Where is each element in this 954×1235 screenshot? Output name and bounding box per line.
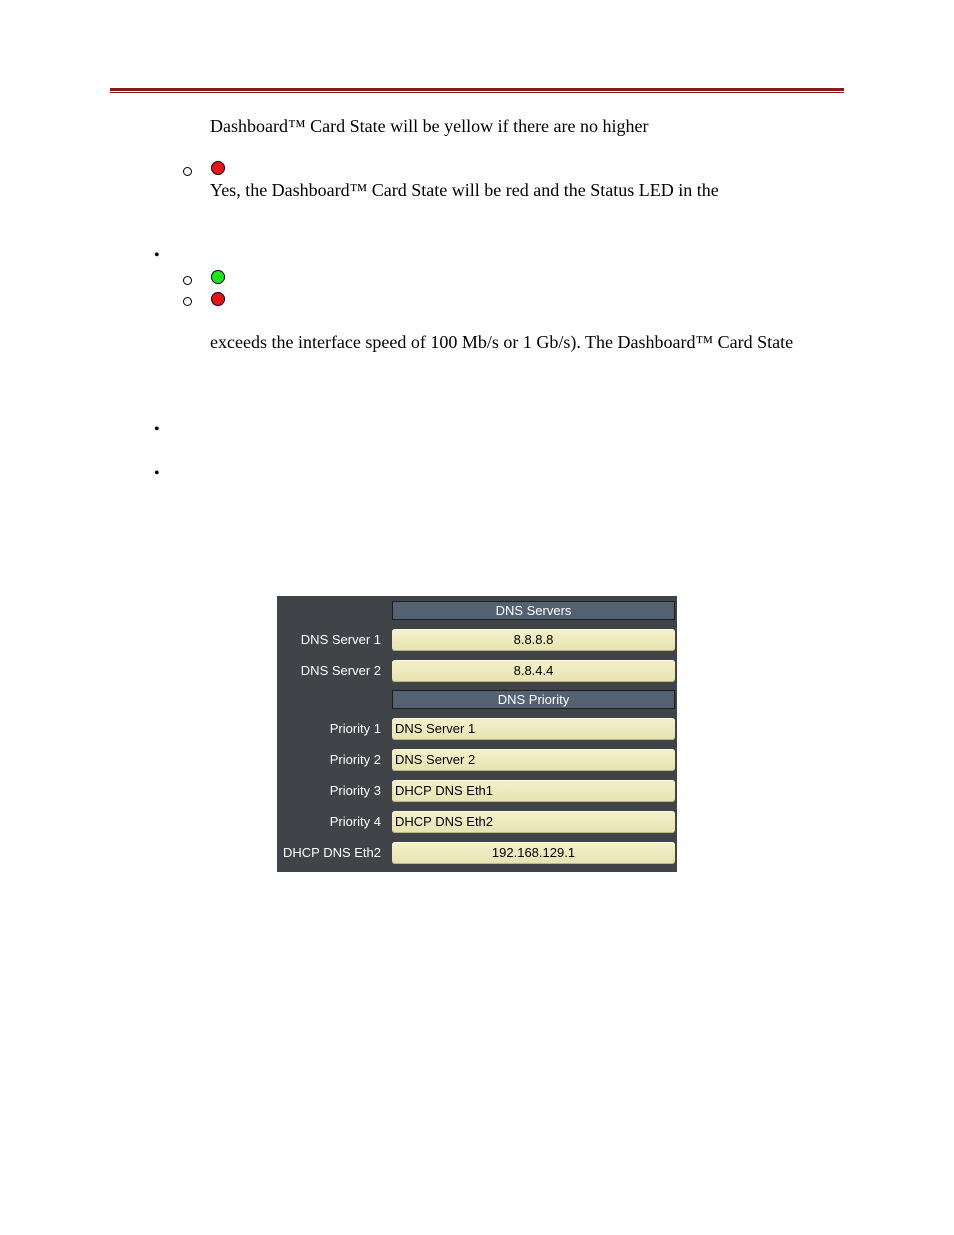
green-led-icon	[211, 270, 225, 284]
sub-bullet-icon	[183, 276, 192, 285]
priority-1-label: Priority 1	[329, 721, 381, 736]
priority-3-label: Priority 3	[329, 783, 381, 798]
sub-bullet-icon	[183, 297, 192, 306]
bullet-icon: •	[154, 465, 160, 482]
priority-4-label: Priority 4	[329, 814, 381, 829]
priority-1-select[interactable]: DNS Server 1	[392, 718, 675, 740]
header-rule-thin	[110, 92, 844, 93]
priority-2-select[interactable]: DNS Server 2	[392, 749, 675, 771]
header-rule	[110, 88, 844, 91]
dns-server-1-input[interactable]: 8.8.8.8	[392, 629, 675, 651]
dns-priority-header: DNS Priority	[392, 690, 675, 709]
dhcp-dns-eth2-value: 192.168.129.1	[392, 842, 675, 864]
paragraph-line-3: exceeds the interface speed of 100 Mb/s or 1 Gb/s). The Dashboard™ Card State	[210, 332, 794, 352]
bullet-icon: •	[154, 421, 160, 438]
priority-3-select[interactable]: DHCP DNS Eth1	[392, 780, 675, 802]
dhcp-dns-eth2-label: DHCP DNS Eth2	[282, 845, 381, 860]
sub-bullet-icon	[183, 167, 192, 176]
red-led-icon	[211, 292, 225, 306]
dns-settings-panel	[277, 596, 677, 872]
priority-2-label: Priority 2	[329, 752, 381, 767]
dns-server-1-label: DNS Server 1	[300, 632, 381, 647]
red-led-icon	[211, 161, 225, 175]
paragraph-line-2: Yes, the Dashboard™ Card State will be red and the Status LED in the	[210, 180, 719, 200]
dns-server-2-input[interactable]: 8.8.4.4	[392, 660, 675, 682]
priority-4-select[interactable]: DHCP DNS Eth2	[392, 811, 675, 833]
paragraph-line-1: Dashboard™ Card State will be yellow if there are no higher	[210, 116, 649, 136]
bullet-icon: •	[154, 247, 160, 264]
dns-servers-header: DNS Servers	[392, 601, 675, 620]
dns-server-2-label: DNS Server 2	[300, 663, 381, 678]
